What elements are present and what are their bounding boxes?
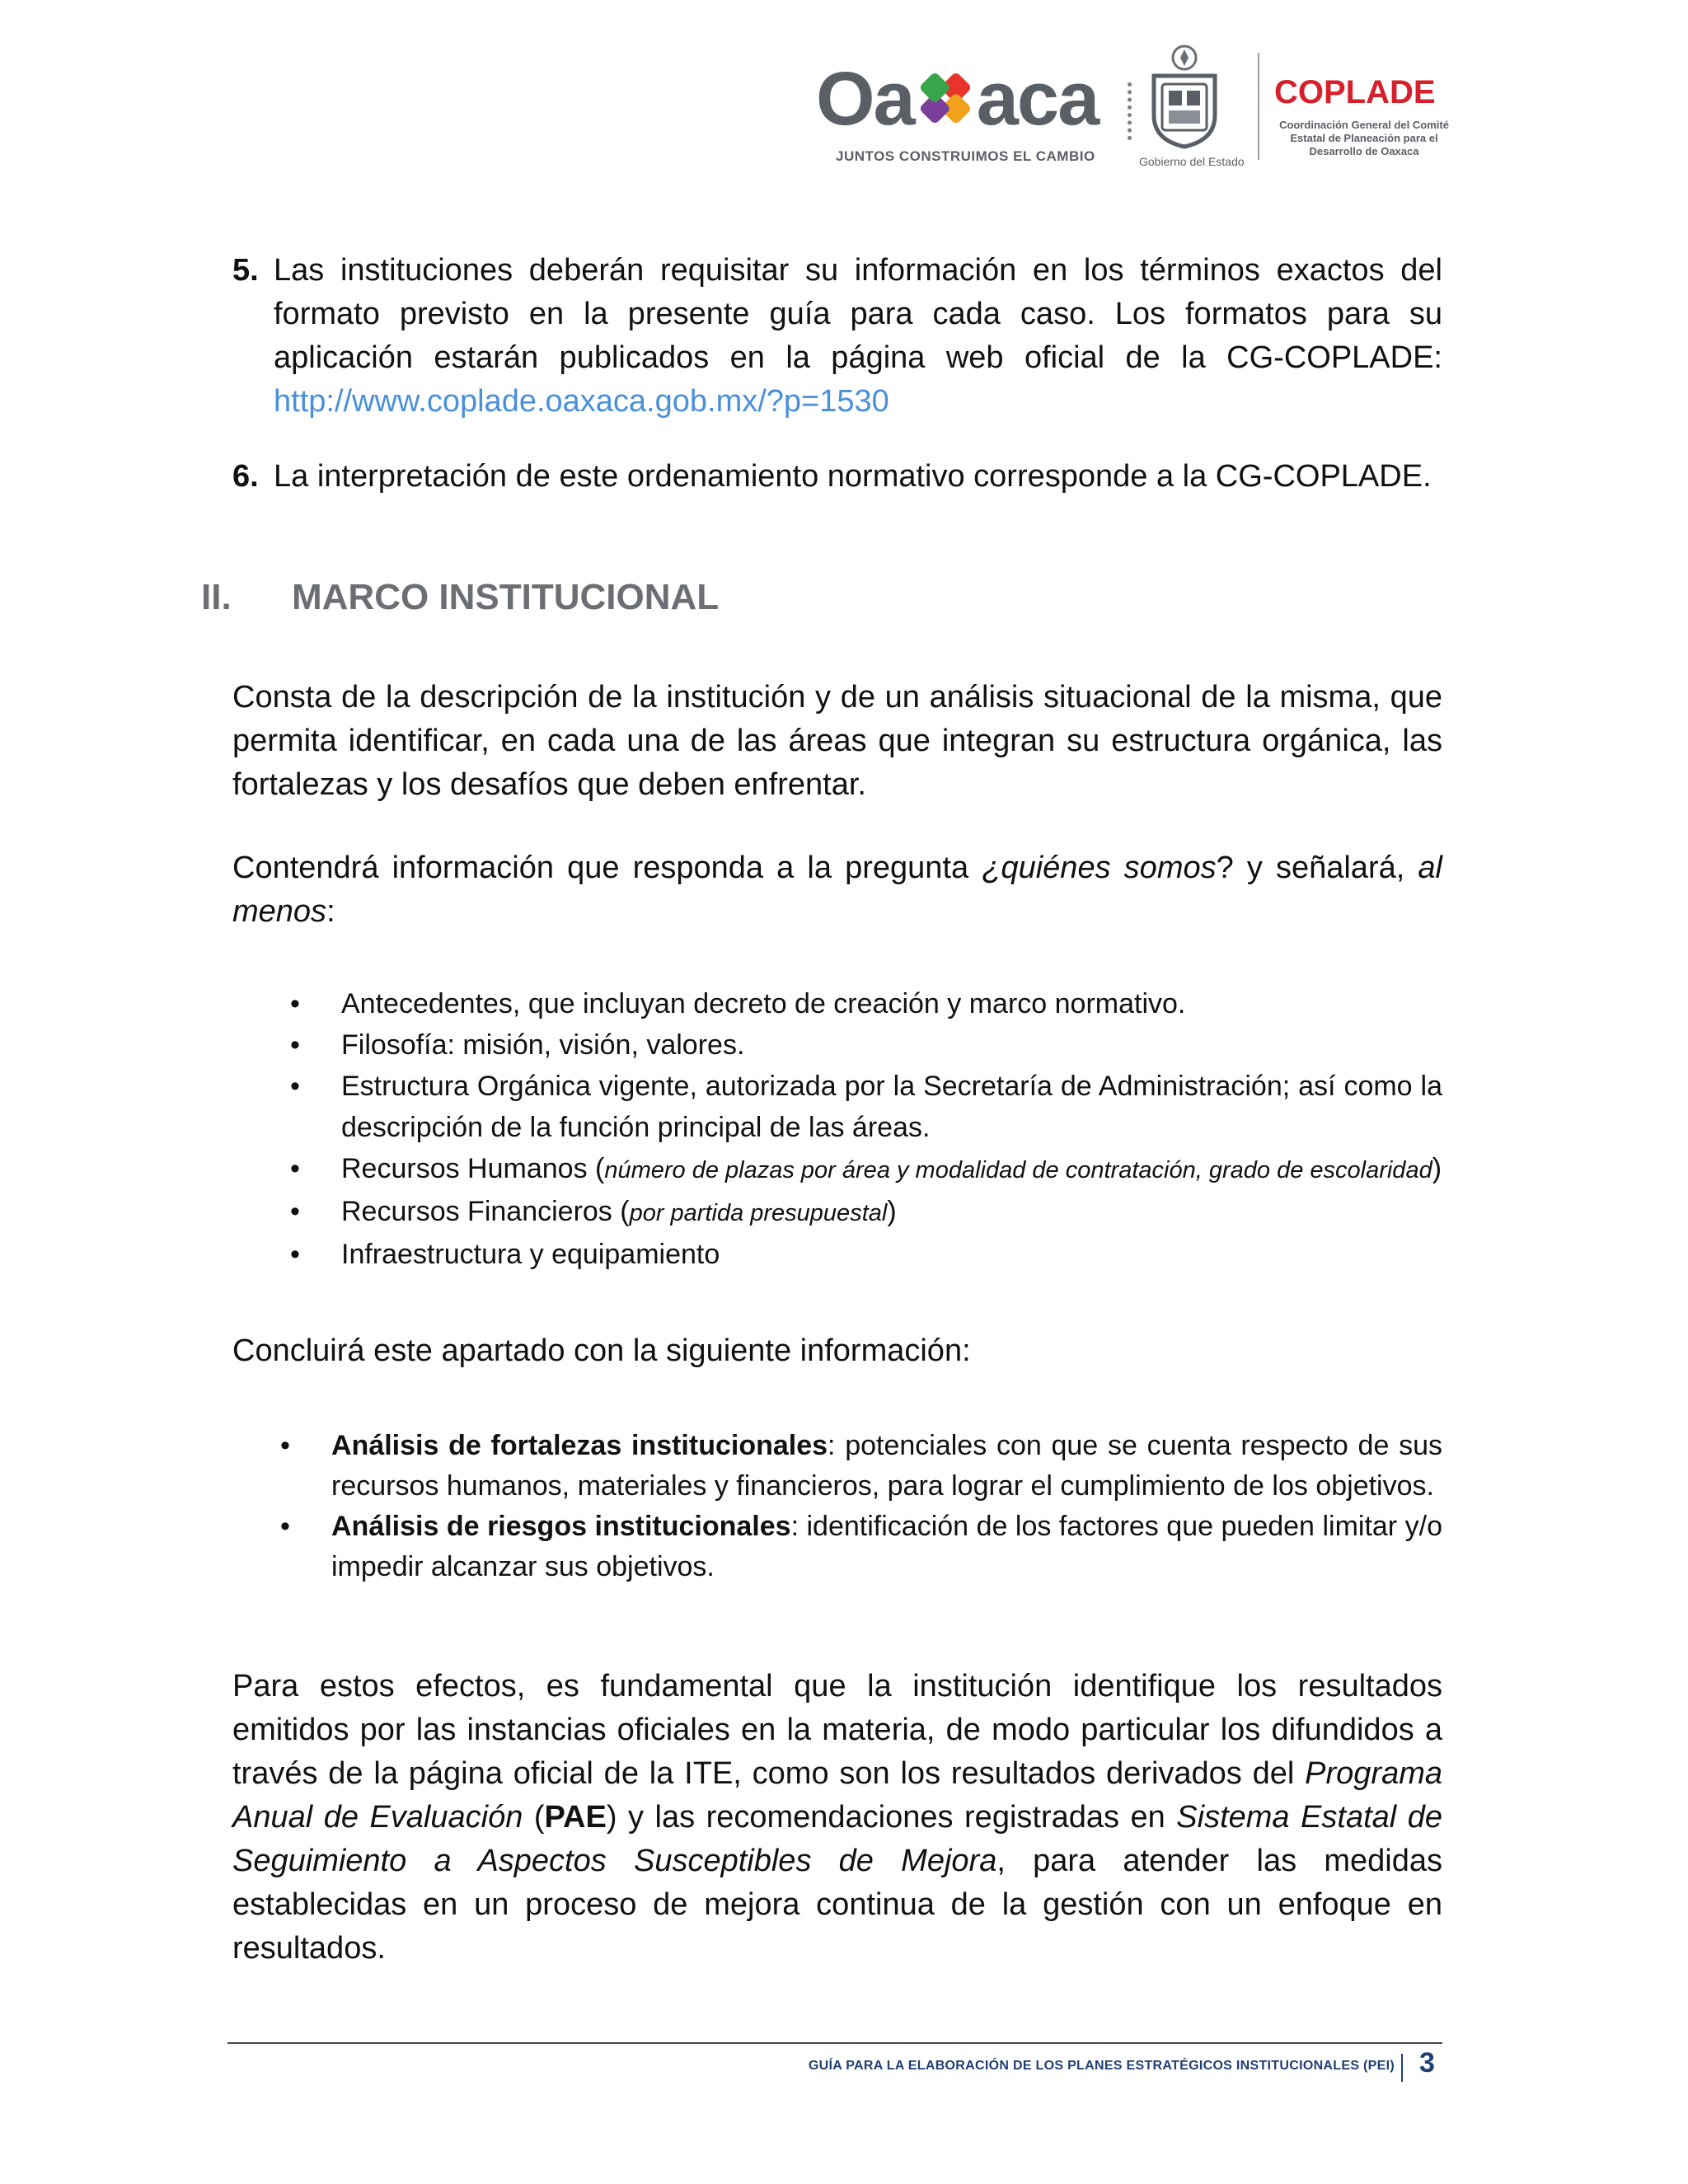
para4-text-a: Para estos efectos, es fundamental que la institución identifique los resultados emitidos por las instancias oficiales en la materia, de modo particular los difundidos a través de la página oficial de la ITE, como son los resultados derivados del	[232, 1669, 1442, 1791]
bullet-icon: •	[290, 1153, 300, 1184]
coplade-logo: COPLADE	[1274, 74, 1436, 110]
paragraph-conclusion: Concluirá este apartado con la siguiente información:	[232, 1333, 971, 1368]
oaxaca-logo-x-icon	[916, 64, 975, 124]
bullet-text: : potenciales con que se cuenta respecto de sus recursos humanos, materiales y financieros, para lograr el cumplimiento de los objetivos.	[331, 1430, 1442, 1502]
para2-italic-question: ¿quiénes somos	[982, 851, 1217, 885]
bullet-bold-term: Análisis de riesgos institucionales	[331, 1511, 791, 1542]
numbered-item-6	[232, 455, 1442, 499]
coplade-subtitle: Coordinación General del Comité Estatal de Planeación para el Desarrollo de Oaxaca	[1279, 119, 1449, 157]
para2-text-c: ? y señalará,	[1216, 851, 1418, 885]
analysis-bullet-list	[232, 1426, 1442, 1587]
footer-title: GUÍA PARA LA ELABORACIÓN DE LOS PLANES ESTRATÉGICOS INSTITUCIONALES (PEI)	[808, 2059, 1395, 2073]
bullet-close: )	[887, 1196, 897, 1227]
header-logos	[816, 43, 1451, 175]
bullet-text: Antecedentes, que incluyan decreto de creación y marco normativo.	[341, 988, 1186, 1019]
bullet-close: )	[1432, 1153, 1442, 1184]
bullet-note: por partida presupuestal	[629, 1200, 888, 1226]
logo-separator	[1258, 53, 1259, 160]
bullet-text: Recursos Financieros (	[341, 1196, 630, 1227]
seal-caption: Gobierno del Estado	[1139, 155, 1245, 168]
oaxaca-logo	[816, 57, 1099, 141]
oaxaca-logo-left: Oa	[816, 57, 914, 141]
state-seal-icon	[1147, 43, 1221, 150]
bullet-text: Filosofía: misión, visión, valores.	[341, 1029, 745, 1061]
list-item	[232, 1191, 1442, 1234]
bullet-text: Recursos Humanos (	[341, 1153, 605, 1184]
content-bullet-list	[232, 983, 1442, 1275]
item-number: 6.	[232, 459, 259, 494]
paragraph-intro: Consta de la descripción de la institución y de un análisis situacional de la misma, que permita identificar, en cada una de las áreas que integran su estructura orgánica, las fortalezas y los desafíos que deben enfrentar.	[232, 680, 1442, 802]
section-roman-numeral: II.	[201, 577, 232, 617]
item-number: 5.	[232, 253, 259, 288]
logo-dot-divider	[1128, 82, 1137, 140]
para4-italic-system: Sistema Estatal de Seguimiento a Aspectos Susceptibles de Mejora	[232, 1800, 1442, 1878]
bullet-icon: •	[280, 1430, 290, 1461]
coplade-link[interactable]: http://www.coplade.oaxaca.gob.mx/?p=1530	[274, 384, 889, 419]
bullet-icon: •	[290, 988, 300, 1019]
bullet-text: : identificación de los factores que pueden limitar y/o impedir alcanzar sus objetivos.	[331, 1511, 1442, 1582]
page-number: 3	[1419, 2047, 1435, 2079]
list-item	[232, 1507, 1442, 1587]
bullet-icon: •	[290, 1029, 300, 1061]
para2-italic-almenos: al menos	[232, 851, 1442, 929]
bullet-bold-term: Análisis de fortalezas institucionales	[331, 1430, 828, 1461]
item-5-text: Las instituciones deberán requisitar su información en los términos exactos del formato previsto en la presente guía para cada caso. Los formatos para su aplicación estarán publicados en la página web oficial de la CG-COPLADE:	[274, 253, 1442, 375]
section-heading	[201, 577, 719, 618]
footer-separator	[1401, 2054, 1403, 2082]
para2-text-a: Contendrá información que responda a la pregunta	[232, 851, 982, 885]
para4-text-g: , para atender las medidas establecidas en un proceso de mejora continua de la gestión con un enfoque en resultados.	[232, 1844, 1442, 1966]
para4-italic-pae: Programa Anual de Evaluación	[232, 1756, 1442, 1835]
para4-text-c: (	[523, 1800, 545, 1835]
para4-bold-pae: PAE	[544, 1800, 607, 1835]
list-item	[232, 1066, 1442, 1148]
numbered-item-5	[232, 249, 1442, 424]
bullet-note: número de plazas por área y modalidad de contratación, grado de escolaridad	[604, 1157, 1432, 1183]
oaxaca-tagline: JUNTOS CONSTRUIMOS EL CAMBIO	[836, 148, 1095, 164]
para4-text-e: ) y las recomendaciones registradas en	[606, 1800, 1177, 1835]
list-item	[232, 1426, 1442, 1507]
bullet-text: Estructura Orgánica vigente, autorizada por la Secretaría de Administración; así como la descripción de la función principal de las áreas.	[341, 1071, 1442, 1143]
list-item	[232, 1024, 1442, 1066]
paragraph-question	[232, 846, 1442, 934]
section-title: MARCO INSTITUCIONAL	[292, 577, 720, 617]
list-item	[232, 1148, 1442, 1191]
bullet-icon: •	[290, 1196, 300, 1227]
oaxaca-logo-right: aca	[976, 57, 1099, 141]
item-6-text: La interpretación de este ordenamiento normativo corresponde a la CG-COPLADE.	[274, 459, 1432, 494]
list-item	[232, 1234, 1442, 1275]
bullet-text: Infraestructura y equipamiento	[341, 1239, 720, 1270]
para2-text-e: :	[326, 894, 335, 929]
bullet-icon: •	[290, 1071, 300, 1102]
bullet-icon: •	[280, 1511, 290, 1542]
bullet-icon: •	[290, 1239, 300, 1270]
list-item	[232, 983, 1442, 1024]
footer-divider	[227, 2042, 1442, 2044]
item-text	[274, 249, 1442, 424]
paragraph-effects	[232, 1665, 1442, 1971]
